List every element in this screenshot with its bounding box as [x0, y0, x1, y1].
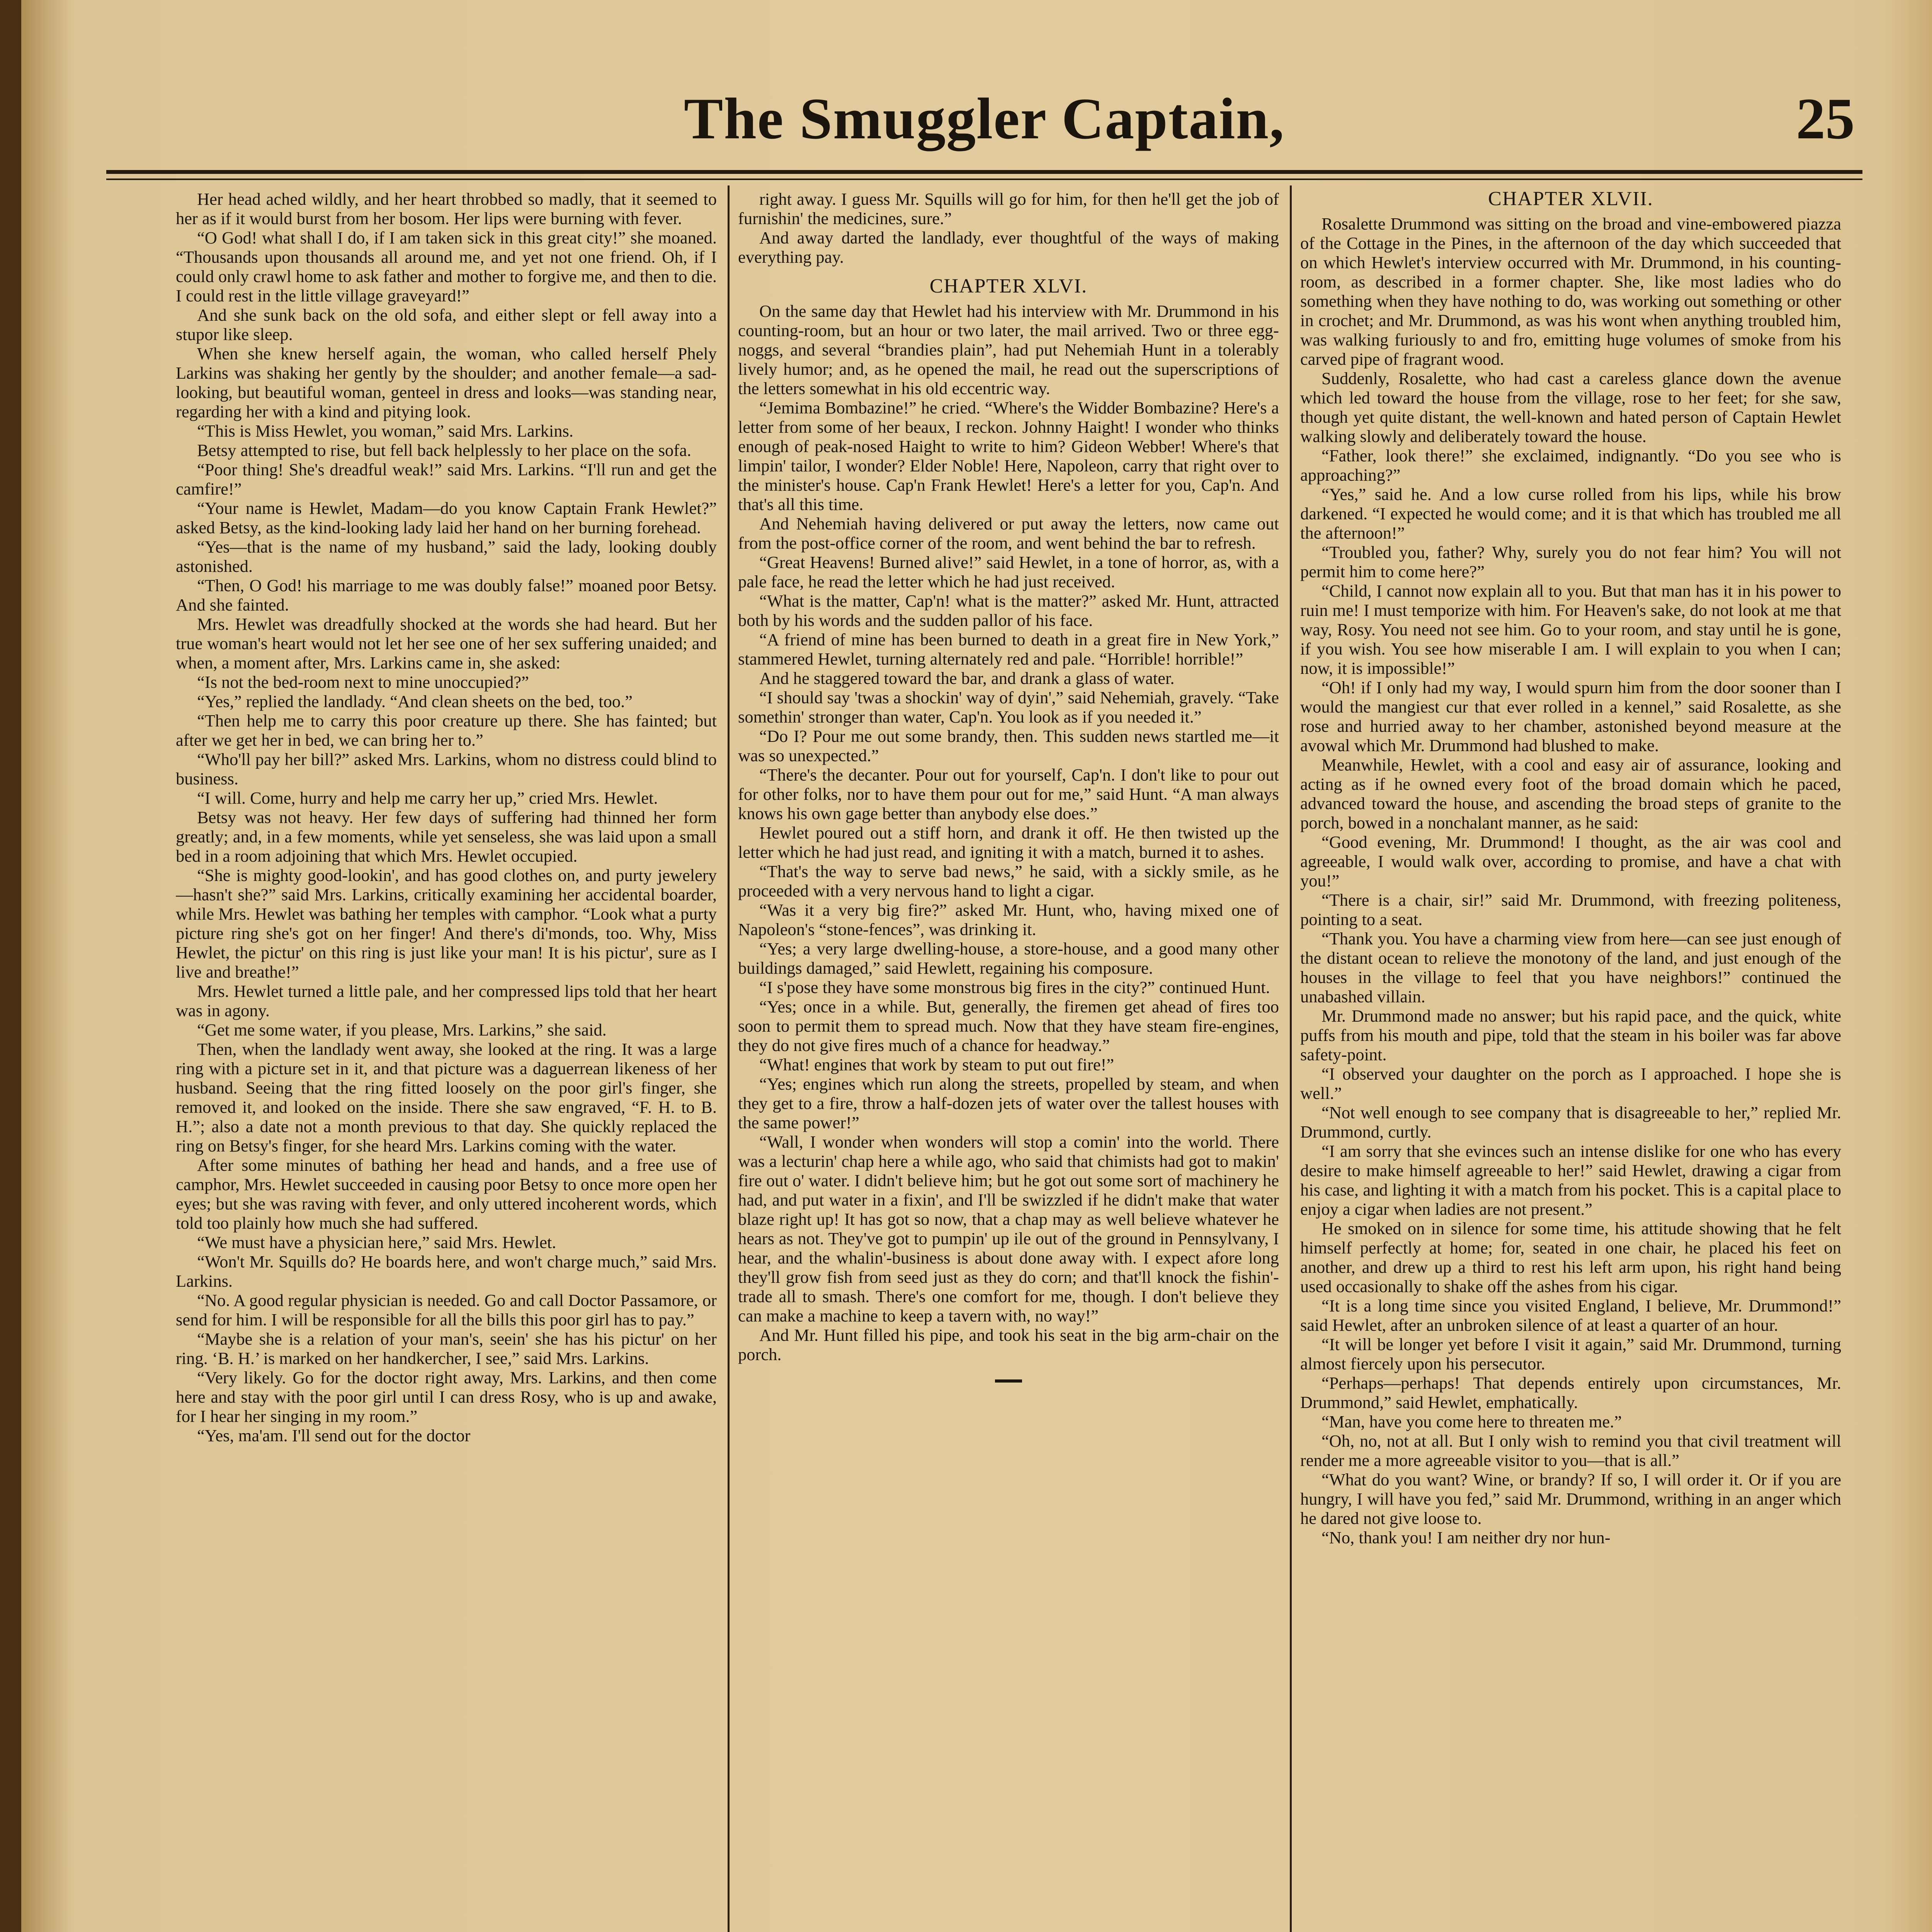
paragraph: “Was it a very big fire?” asked Mr. Hunt, who, having mixed one of Napoleon's “stone-fences”, was drinking it. — [738, 900, 1279, 939]
paragraph: “There is a chair, sir!” said Mr. Drummond, with freezing politeness, pointing to a seat. — [1300, 890, 1841, 929]
paragraph: “Perhaps—perhaps! That depends entirely upon circumstances, Mr. Drummond,” said Hewlet, emphatically. — [1300, 1373, 1841, 1412]
paragraph: Meanwhile, Hewlet, with a cool and easy air of assurance, looking and acting as if he owned every foot of the broad domain which he paced, advanced toward the house, and ascending the broad steps of granite to the porch, bowed in a nonchalant manner, as he said: — [1300, 755, 1841, 832]
paragraph: And Mr. Hunt filled his pipe, and took his seat in the big arm-chair on the porch. — [738, 1325, 1279, 1364]
column-divider-2 — [1290, 185, 1292, 1932]
paragraph: “Man, have you come here to threaten me.” — [1321, 1412, 1622, 1431]
paragraph: Suddenly, Rosalette, who had cast a careless glance down the avenue which led toward the house from the village, rose to her feet; for she saw, though yet quite distant, the well-known and hated person of Captain Hewlet walking slowly and deliberately toward the house. — [1300, 369, 1841, 446]
paragraph: “No, thank you! I am neither dry nor hun- — [1321, 1528, 1611, 1547]
paragraph: “There's the decanter. Pour out for yourself, Cap'n. I don't like to pour out for other folks, nor to have them pour out for me,” said Hunt. “A man always knows his own gage better than anybody else does.” — [738, 765, 1279, 823]
paragraph: “What is the matter, Cap'n! what is the matter?” asked Mr. Hunt, attracted both by his words and the sudden pallor of his face. — [738, 591, 1279, 630]
paragraph: Betsy was not heavy. Her few days of suffering had thinned her form greatly; and, in a few moments, while yet senseless, she was laid upon a small bed in a room adjoining that which Mrs. Hewlet occupied. — [176, 808, 717, 866]
paragraph: “She is mighty good-lookin', and has good clothes on, and purty jewelery—hasn't she?” said Mrs. Larkins, critically examining her accidental boarder, while Mrs. Hewlet was bathing her temples with camphor. “Look what a purty picture ring she's got on her finger! And there's di'monds, too. Why, Miss Hewlet, the pictur' on this ring is just like your man! It is his pictur', sure as I live and breathe!” — [176, 866, 717, 981]
header-rule-thin — [106, 179, 1862, 180]
paragraph: “Wall, I wonder when wonders will stop a comin' into the world. There was a lecturin' chap here a while ago, who said that chimists had got to makin' fire out o' water. I didn't believe him; but he got out some sort of machinery he had, and put water in a fixin', and I'll be swizzled if he didn't make that water blaze right up! It has got so now, that a chap may as well believe whatever he hears as not. They've got to pumpin' up ile out of the ground in Pennsylvany, I hear, and the whalin'-business is about done away with. I expect afore long they'll grow fish from seed just as they do corn; and that'll knock the fishin'-trade all to smash. There's one comfort for me, though. I don't believe they can make a machine to keep a tavern with, no way!” — [738, 1132, 1279, 1325]
paragraph: “Who'll pay her bill?” asked Mrs. Larkins, whom no distress could blind to business. — [176, 750, 717, 788]
paragraph: And away darted the landlady, ever thoughtful of the ways of making everything pay. — [738, 228, 1279, 267]
paragraph: And Nehemiah having delivered or put away the letters, now came out from the post-office corner of the room, and went behind the bar to refresh. — [738, 514, 1279, 553]
paragraph: “Very likely. Go for the doctor right away, Mrs. Larkins, and then come here and stay with the poor girl until I can dress Rosy, who is up and awake, for I hear her singing in my room.” — [176, 1368, 717, 1426]
text-column-3 — [1300, 189, 1841, 1932]
paragraph: Mrs. Hewlet was dreadfully shocked at the words she had heard. But her true woman's heart would not let her see one of her sex suffering unaided; and when, a moment after, Mrs. Larkins came in, she asked: — [176, 614, 717, 672]
text-column-1 — [176, 189, 717, 1932]
paragraph: “Father, look there!” she exclaimed, indignantly. “Do you see who is approaching?” — [1300, 446, 1841, 485]
paragraph: “Maybe she is a relation of your man's, seein' she has his pictur' on her ring. ‘B. H.’ is marked on her handkercher, I see,” said Mrs. Larkins. — [176, 1329, 717, 1368]
paragraph: “Do I? Pour me out some brandy, then. This sudden news startled me—it was so unexpected.” — [738, 726, 1279, 765]
paragraph: “It is a long time since you visited England, I believe, Mr. Drummond!” said Hewlet, after an unbroken silence of at least a quarter of an hour. — [1300, 1296, 1841, 1335]
paragraph: He smoked on in silence for some time, his attitude showing that he felt himself perfectly at home; for, seated in one chair, he placed his feet on another, and drew up a third to rest his left arm upon, his right hand being used occasionally to shake off the ashes from his cigar. — [1300, 1219, 1841, 1296]
paragraph: Betsy attempted to rise, but fell back helplessly to her place on the sofa. — [197, 440, 692, 460]
page-header — [99, 58, 1870, 170]
paragraph: “Is not the bed-room next to mine unoccupied?” — [197, 672, 529, 692]
paragraph: “Yes; a very large dwelling-house, a store-house, and a good many other buildings damaged,” said Hewlett, regaining his composure. — [738, 939, 1279, 978]
paragraph: “Oh! if I only had my way, I would spurn him from the door sooner than I would the mangiest cur that ever rolled in a kennel,” said Rosalette, as she rose and hurried away to her chamber, astonished beyond measure at the avowal which Mr. Drummond had blushed to make. — [1300, 678, 1841, 755]
paragraph: “Yes,” replied the landlady. “And clean sheets on the bed, too.” — [197, 692, 633, 711]
paragraph: And she sunk back on the old sofa, and either slept or fell away into a stupor like sleep. — [176, 305, 717, 344]
page-number: 25 — [1796, 86, 1855, 151]
paragraph: “Yes—that is the name of my husband,” said the lady, looking doubly astonished. — [176, 537, 717, 576]
paragraph: “A friend of mine has been burned to death in a great fire in New York,” stammered Hewlet, turning alternately red and pale. “Horrible! horrible!” — [738, 630, 1279, 668]
chapter-heading-47: CHAPTER XLVII. — [1488, 189, 1653, 210]
paragraph: “It will be longer yet before I visit it again,” said Mr. Drummond, turning almost fiercely upon his persecutor. — [1300, 1335, 1841, 1373]
paragraph: On the same day that Hewlet had his interview with Mr. Drummond in his counting-room, but an hour or two later, the mail arrived. Two or three egg-noggs, and several “brandies plain”, had put Nehemiah Hunt in a tolerably lively humor; and, as he opened the mail, he read out the superscriptions of the letters somewhat in his old eccentric way. — [738, 301, 1279, 398]
paragraph: “Won't Mr. Squills do? He boards here, and won't charge much,” said Mrs. Larkins. — [176, 1252, 717, 1291]
paragraph: And he staggered toward the bar, and drank a glass of water. — [759, 668, 1175, 688]
paragraph: “What do you want? Wine, or brandy? If so, I will order it. Or if you are hungry, I will have you fed,” said Mr. Drummond, writhing in an anger which he dared not give loose to. — [1300, 1470, 1841, 1528]
paragraph: Hewlet poured out a stiff horn, and drank it off. He then twisted up the letter which he had just read, and igniting it with a match, burned it to ashes. — [738, 823, 1279, 862]
paragraph: “Yes; engines which run along the streets, propelled by steam, and when they get to a fire, throw a half-dozen jets of water over the tallest houses with the same power!” — [738, 1074, 1279, 1132]
paragraph: “Child, I cannot now explain all to you. But that man has it in his power to ruin me! I must temporize with him. For Heaven's sake, do not look at me that way, Rosy. You need not see him. Go to your room, and stay until he is gone, if you wish. You see how miserable I am. I will explain to you when I can; now, it is impossible!” — [1300, 581, 1841, 678]
paragraph: “Thank you. You have a charming view from here—can see just enough of the distant ocean to relieve the monotony of the land, and just enough of the houses in the village to feel that you have neighbors!” continued the unabashed villain. — [1300, 929, 1841, 1006]
paragraph: “Yes,” said he. And a low curse rolled from his lips, while his brow darkened. “I expected he would come; and it is that which has troubled me all the afternoon!” — [1300, 485, 1841, 543]
paragraph: Mrs. Hewlet turned a little pale, and her compressed lips told that her heart was in agony. — [176, 981, 717, 1020]
paragraph: “Get me some water, if you please, Mrs. Larkins,” she said. — [197, 1020, 607, 1039]
header-rule-thick — [106, 170, 1862, 174]
paragraph: “Poor thing! She's dreadful weak!” said Mrs. Larkins. “I'll run and get the camfire!” — [176, 460, 717, 498]
paragraph: “Then, O God! his marriage to me was doubly false!” moaned poor Betsy. And she fainted. — [176, 576, 717, 614]
paragraph: “Your name is Hewlet, Madam—do you know Captain Frank Hewlet?” asked Betsy, as the kind-looking lady laid her hand on her burning forehead. — [176, 498, 717, 537]
paragraph: Then, when the landlady went away, she looked at the ring. It was a large ring with a picture set in it, and that picture was a daguerrean likeness of her husband. Seeing that the ring fitted loosely on the poor girl's finger, she removed it, and looked on the inside. There she saw engraved, “F. H. to B. H.”; also a date not a month previous to that day. She quickly replaced the ring on Betsy's finger, for she heard Mrs. Larkins coming with the water. — [176, 1039, 717, 1155]
paragraph: “That's the way to serve bad news,” he said, with a sickly smile, as he proceeded with a very nervous hand to light a cigar. — [738, 862, 1279, 900]
paragraph: “Jemima Bombazine!” he cried. “Where's the Widder Bombazine? Here's a letter from some of her beaux, I reckon. Johnny Haight! I wonder who thinks enough of peak-nosed Haight to write to him? Gideon Webber! Where's that limpin' tailor, I wonder? Elder Noble! Here, Napoleon, carry that right over to the minister's house. Cap'n Frank Hewlet! Here's a letter for you, Cap'n. And that's all this time. — [738, 398, 1279, 514]
paragraph: “O God! what shall I do, if I am taken sick in this great city!” she moaned. “Thousands upon thousands all around me, and yet not one friend. Oh, if I could only crawl home to ask father and mother to forgive me, and then to die. I could rest in the little village graveyard!” — [176, 228, 717, 305]
chapter-heading-46: CHAPTER XLVI. — [929, 275, 1088, 297]
paragraph: “Good evening, Mr. Drummond! I thought, as the air was cool and agreeable, I would walk over, according to promise, and have a chat with you!” — [1300, 832, 1841, 890]
paragraph: “This is Miss Hewlet, you woman,” said Mrs. Larkins. — [197, 421, 573, 440]
paragraph: “I will. Come, hurry and help me carry her up,” cried Mrs. Hewlet. — [197, 788, 658, 808]
paragraph: “Then help me to carry this poor creature up there. She has fainted; but after we get her in bed, we can bring her to.” — [176, 711, 717, 750]
paragraph: “I am sorry that she evinces such an intense dislike for one who has every desire to make himself agreeable to her!” said Hewlet, drawing a cigar from his case, and lighting it with a match from his pocket. This is a capital place to enjoy a cigar when ladies are not present.” — [1300, 1141, 1841, 1219]
paragraph: “We must have a physician here,” said Mrs. Hewlet. — [197, 1233, 556, 1252]
paragraph: “Yes, ma'am. I'll send out for the doctor — [197, 1426, 471, 1445]
paragraph: “I should say 'twas a shockin' way of dyin',” said Nehemiah, gravely. “Take somethin' stronger than water, Cap'n. You look as if you needed it.” — [738, 688, 1279, 726]
paragraph: After some minutes of bathing her head and hands, and a free use of camphor, Mrs. Hewlet succeeded in causing poor Betsy to once more open her eyes; but she was raving with fever, and only uttered incoherent words, which told too plainly how much she had suffered. — [176, 1155, 717, 1233]
paragraph: “Great Heavens! Burned alive!” said Hewlet, in a tone of horror, as, with a pale face, he read the letter which he had just received. — [738, 553, 1279, 591]
paragraph: “Not well enough to see company that is disagreeable to her,” replied Mr. Drummond, curtly. — [1300, 1103, 1841, 1141]
column-divider-1 — [728, 185, 730, 1932]
paragraph: When she knew herself again, the woman, who called herself Phely Larkins was shaking her gently by the shoulder; and another female—a sad-looking, but beautiful woman, genteel in dress and looks—was standing near, regarding her with a kind and pitying look. — [176, 344, 717, 421]
paragraph: “I observed your daughter on the porch as I approached. I hope she is well.” — [1300, 1064, 1841, 1103]
paragraph: “I s'pose they have some monstrous big fires in the city?” continued Hunt. — [759, 978, 1270, 997]
paragraph: right away. I guess Mr. Squills will go for him, for then he'll get the job of furnishin' the medicines, sure.” — [738, 189, 1279, 228]
paragraph: Rosalette Drummond was sitting on the broad and vine-embowered piazza of the Cottage in the Pines, in the afternoon of the day which succeeded that on which Hewlet's interview occurred with Mr. Drummond, in his counting-room, as described in a former chapter. She, like most ladies who do something when they have nothing to do, was working out something or other in crochet; and Mr. Drummond, as was his wont when anything troubled him, was walking furiously to and fro, emitting huge volumes of smoke from his carved pipe of fragrant wood. — [1300, 214, 1841, 369]
newspaper-page — [21, 0, 1932, 1932]
paragraph: “No. A good regular physician is needed. Go and call Doctor Passamore, or send for him. I will be responsible for all the bills this poor girl has to pay.” — [176, 1291, 717, 1329]
text-column-2 — [738, 189, 1279, 1932]
page-title: The Smuggler Captain, — [684, 86, 1285, 151]
paragraph: “Troubled you, father? Why, surely you do not fear him? You will not permit him to come here?” — [1300, 543, 1841, 581]
paragraph: Mr. Drummond made no answer; but his rapid pace, and the quick, white puffs from his mouth and pipe, told that the steam in his boiler was far above safety-point. — [1300, 1006, 1841, 1064]
paragraph: “What! engines that work by steam to put out fire!” — [759, 1055, 1114, 1074]
paragraph: “Oh, no, not at all. But I only wish to remind you that civil treatment will render me a more agreeable visitor to you—that is all.” — [1300, 1431, 1841, 1470]
section-end-dash — [995, 1379, 1022, 1383]
paragraph: “Yes; once in a while. But, generally, the firemen get ahead of fires too soon to permit them to spread much. Now that they have steam fire-engines, they do not give fires much of a chance for headway.” — [738, 997, 1279, 1055]
paragraph: Her head ached wildly, and her heart throbbed so madly, that it seemed to her as if it would burst from her bosom. Her lips were burning with fever. — [176, 189, 717, 228]
